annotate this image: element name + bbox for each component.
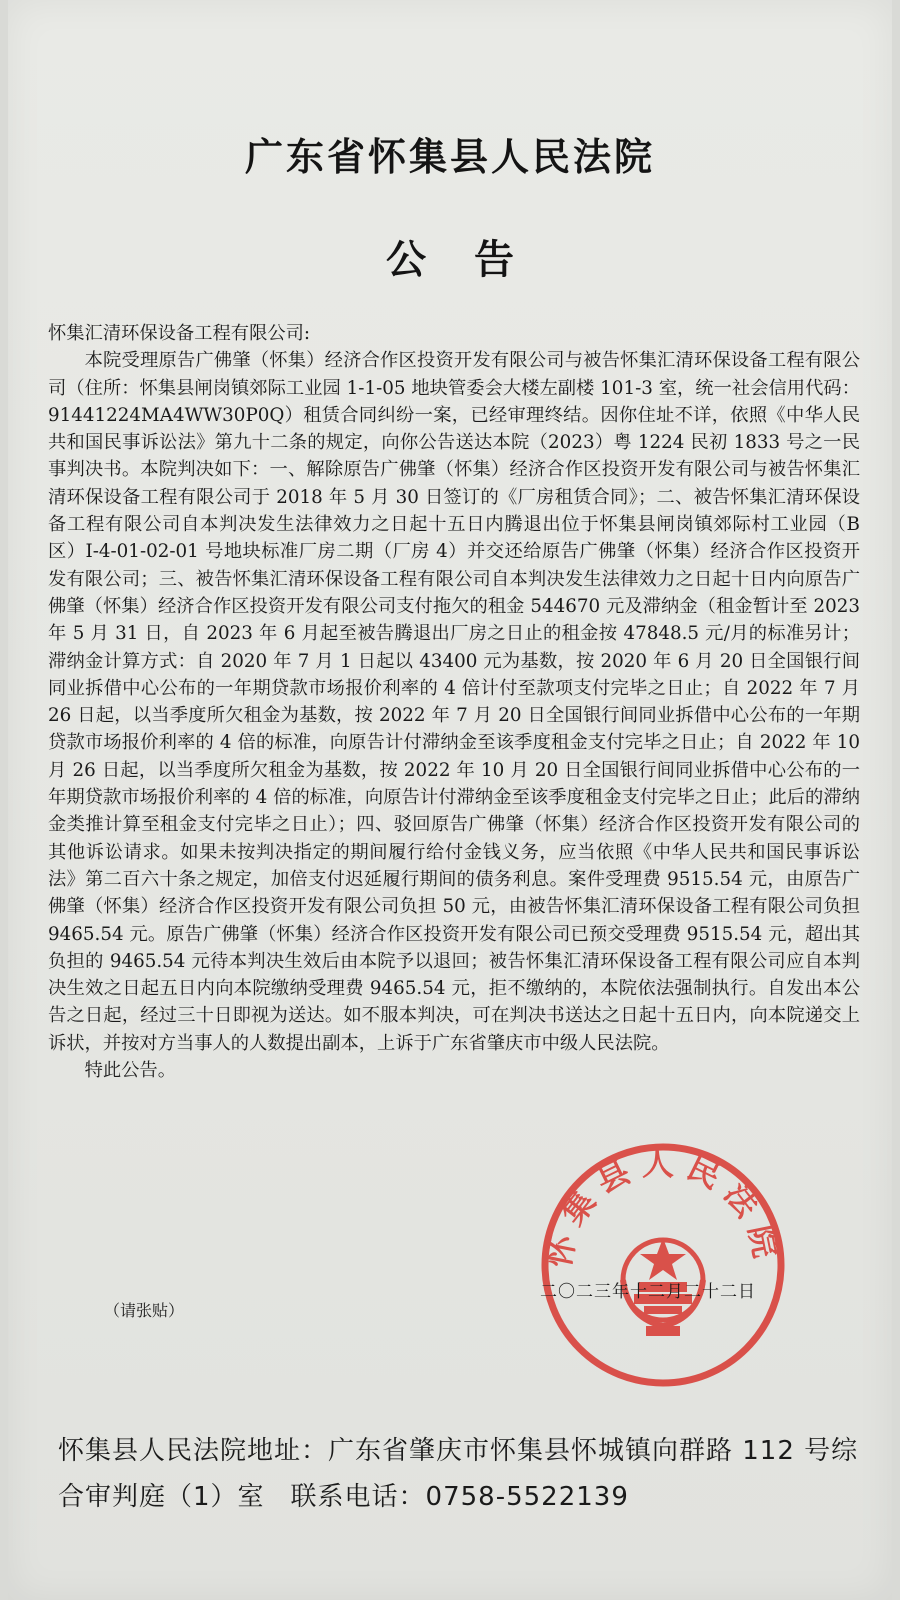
court-title: 广东省怀集县人民法院 bbox=[244, 135, 655, 179]
notice-title: 公告 bbox=[386, 237, 562, 283]
notice-body bbox=[48, 320, 860, 1084]
closing-line: 特此公告。 bbox=[84, 1060, 176, 1082]
posting-note: （请张贴） bbox=[104, 1301, 185, 1320]
body-paragraph: 本院受理原告广佛肇（怀集）经济合作区投资开发有限公司与被告怀集汇清环保设备工程有限公司（住所：怀集县闸岗镇郊际工业园 1-1-05 地块管委会大楼左副楼 101-3 室，统一社会信用代码：91441224MA4WW30P0Q）租赁合同纠纷一案，已经审理终结。因你住址不详，依照《中华人民共和国民事诉讼法》第九十二条的规定，向你公告送达本院（2023）粤 1224 民初 1833 号之一民事判决书。本院判决如下：一、解除原告广佛肇（怀集）经济合作区投资开发有限公司与被告怀集汇清环保设备工程有限公司于 2018 年 5 月 30 日签订的《厂房租赁合同》；二、被告怀集汇清环保设备工程有限公司自本判决发生法律效力之日起十五日内腾退出位于怀集县闸岗镇郊际村工业园（B 区）I-4-01-02-01 号地块标准厂房二期（厂房 4）并交还给原告广佛肇（怀集）经济合作区投资开发有限公司；三、被告怀集汇清环保设备工程有限公司自本判决发生法律效力之日起十日内向原告广佛肇（怀集）经济合作区投资开发有限公司支付拖欠的租金 544670 元及滞纳金（租金暂计至 2023 年 5 月 31 日，自 2023 年 6 月起至被告腾退出厂房之日止的租金按 47848.5 元/月的标准另计；滞纳金计算方式：自 2020 年 7 月 1 日起以 43400 元为基数，按 2020 年 6 月 20 日全国银行间同业拆借中心公布的一年期贷款市场报价利率的 4 倍计付至款项支付完毕之日止；自 2022 年 7 月 26 日起，以当季度所欠租金为基数，按 2022 年 7 月 20 日全国银行间同业拆借中心公布的一年期贷款市场报价利率的 4 倍的标准，向原告计付滞纳金至该季度租金支付完毕之日止；自 2022 年 10 月 26 日起，以当季度所欠租金为基数，按 2022 年 10 月 20 日全国银行间同业拆借中心公布的一年期贷款市场报价利率的 4 倍的标准，向原告计付滞纳金至该季度租金支付完毕之日止；此后的滞纳金类推计算至租金支付完毕之日止）；四、驳回原告广佛肇（怀集）经济合作区投资开发有限公司的其他诉讼请求。如果未按判决指定的期间履行给付金钱义务，应当依照《中华人民共和国民事诉讼法》第二百六十条之规定，加倍支付迟延履行期间的债务利息。案件受理费 9515.54 元，由原告广佛肇（怀集）经济合作区投资开发有限公司负担 50 元，由被告怀集汇清环保设备工程有限公司负担 9465.54 元。原告广佛肇（怀集）经济合作区投资开发有限公司已预交受理费 9515.54 元，超出其负担的 9465.54 元待本判决生效后由本院予以退回；被告怀集汇清环保设备工程有限公司应自本判决生效之日起五日内向本院缴纳受理费 9465.54 元，拒不缴纳的，本院依法强制执行。自发出本公告之日起，经过三十日即视为送达。如不服本判决，可在判决书送达之日起十五日内，向本院递交上诉状，并按对方当事人的人数提出副本，上诉于广东省肇庆市中级人民法院。 bbox=[48, 350, 860, 1054]
addressee: 怀集汇清环保设备工程有限公司: bbox=[48, 323, 311, 344]
seal-text: 怀集县人民法院 bbox=[539, 1144, 787, 1271]
notice-date: 二〇二三年十二月二十二日 bbox=[540, 1282, 756, 1302]
footer-phone: 联系电话：0758-5522139 bbox=[290, 1482, 629, 1512]
footer-address: 怀集县人民法院地址：广东省肇庆市怀集县怀城镇向群路 112 号综合审判庭（1）室 bbox=[58, 1436, 859, 1512]
court-seal-icon bbox=[538, 1140, 788, 1390]
notice-paper bbox=[8, 0, 892, 1600]
footer-contact bbox=[58, 1428, 878, 1520]
